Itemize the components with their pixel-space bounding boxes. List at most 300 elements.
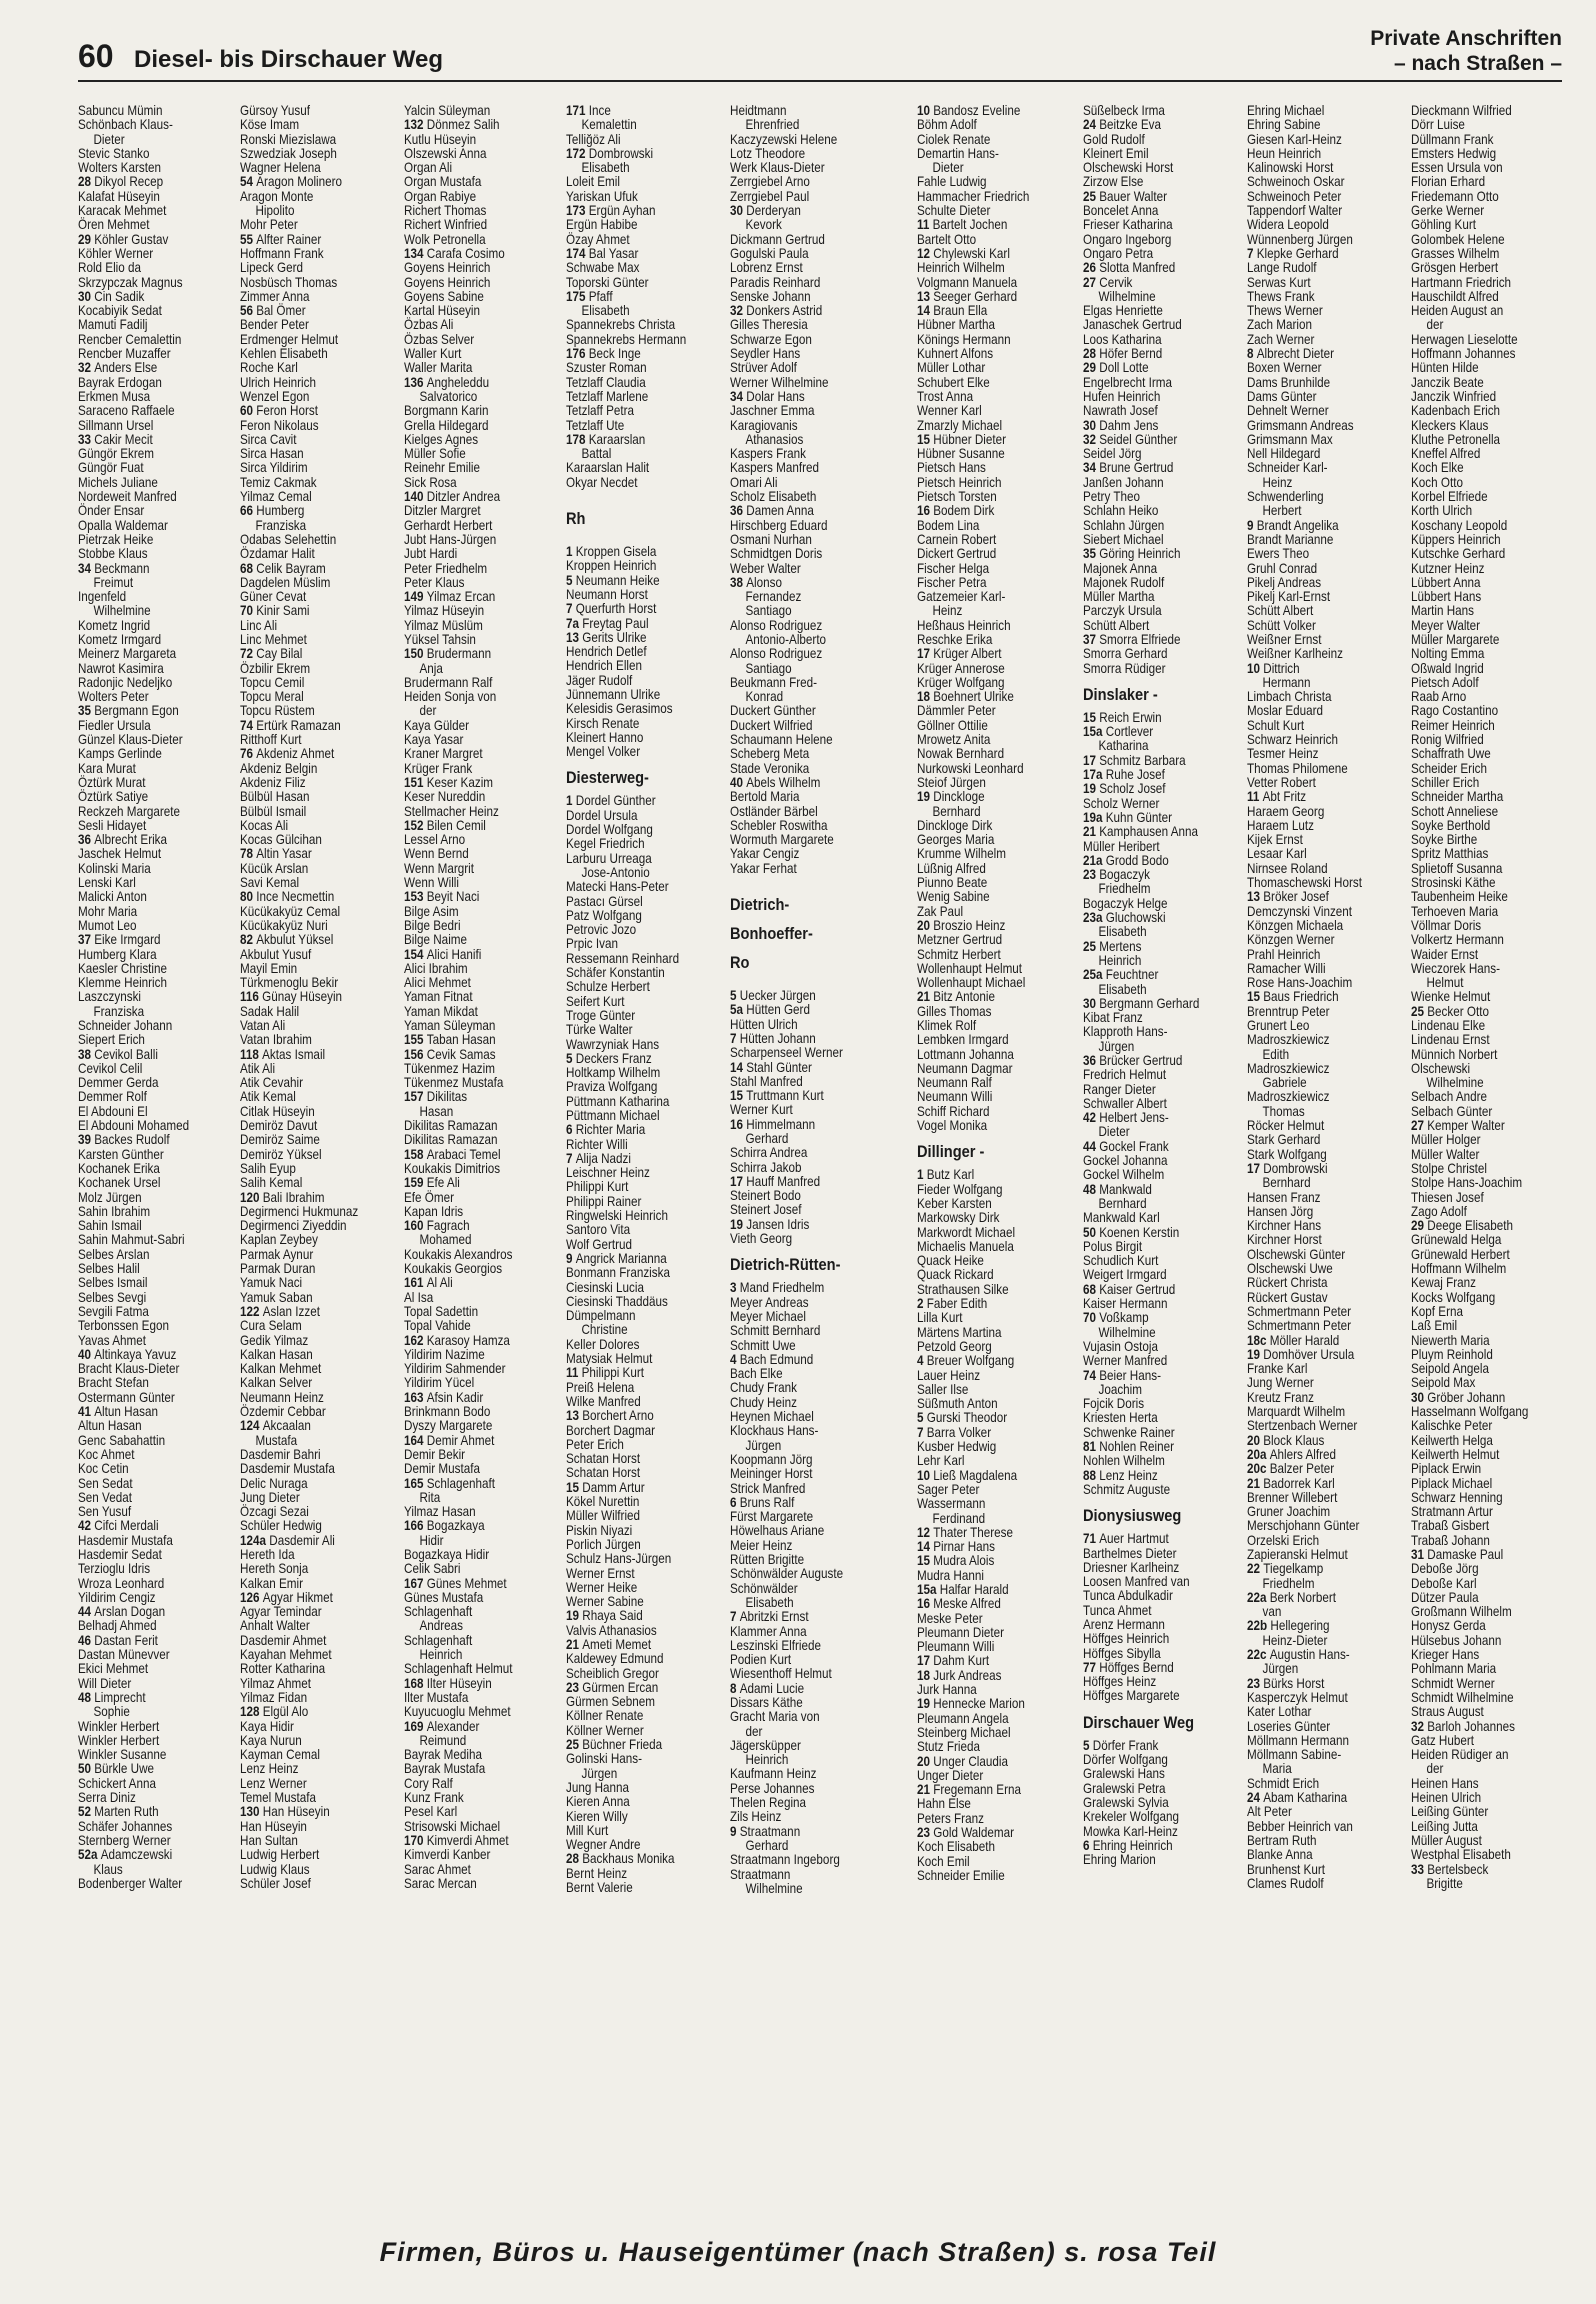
directory-entry: Özcagi Sezai bbox=[240, 1504, 309, 1520]
directory-entry: Schmertmann Peter bbox=[1247, 1318, 1351, 1334]
resident-name: Kuhn Günter bbox=[1105, 809, 1173, 825]
house-number: 157 bbox=[404, 1089, 427, 1105]
directory-entry: Ekici Mehmet bbox=[78, 1661, 149, 1677]
directory-entry-continuation: Mustafa bbox=[255, 1432, 298, 1448]
directory-entry: Hufen Heinrich bbox=[1083, 388, 1161, 404]
directory-entry: Dordel Wolfgang bbox=[566, 822, 653, 838]
directory-entry: Winkler Herbert bbox=[78, 1732, 160, 1748]
resident-name: Han Hüseyin bbox=[262, 1804, 330, 1820]
house-number: 13 bbox=[1247, 889, 1264, 905]
directory-entry: Soyke Berthold bbox=[1411, 817, 1491, 833]
directory-entry: Hülsebus Johann bbox=[1411, 1632, 1502, 1648]
directory-column bbox=[78, 104, 238, 2224]
directory-entry bbox=[1083, 419, 1222, 433]
directory-entry: Hoffmann Wilhelm bbox=[1411, 1261, 1507, 1277]
resident-name: Querfurth Horst bbox=[575, 601, 657, 617]
resident-name: Efe Ali bbox=[426, 1175, 460, 1191]
directory-entry: Brunhenst Kurt bbox=[1247, 1861, 1325, 1877]
directory-entry bbox=[404, 1276, 542, 1290]
resident-name: Hütten Gerd bbox=[746, 1002, 810, 1018]
directory-entry: Wroza Leonhard bbox=[78, 1575, 165, 1591]
resident-name: Dahm Kurt bbox=[933, 1653, 990, 1669]
directory-entry: Karaarslan Halit bbox=[566, 460, 650, 476]
resident-name: Günay Hüseyin bbox=[262, 989, 343, 1005]
resident-name: Dastan Ferit bbox=[94, 1632, 158, 1648]
street-heading: Ro bbox=[730, 953, 750, 973]
directory-entry: Kasperczyk Helmut bbox=[1247, 1689, 1348, 1705]
directory-entry: Gürsoy Yusuf bbox=[240, 104, 310, 118]
directory-entry: Fojcik Doris bbox=[1083, 1396, 1145, 1412]
directory-entry-continuation: Joachim bbox=[1098, 1381, 1143, 1397]
directory-entry: Schütt Albert bbox=[1247, 603, 1314, 619]
directory-column bbox=[917, 104, 1081, 2224]
directory-entry-continuation: Reimund bbox=[419, 1732, 467, 1748]
directory-entry: Troge Günter bbox=[566, 1007, 636, 1023]
house-number: 15 bbox=[917, 1553, 934, 1569]
directory-entry: Yilmaz Hasan bbox=[404, 1504, 476, 1520]
directory-column bbox=[404, 104, 564, 2224]
directory-entry: Agyar Temindar bbox=[240, 1604, 322, 1620]
directory-entry: Topal Sadettin bbox=[404, 1303, 479, 1319]
resident-name: Chylewski Karl bbox=[933, 245, 1010, 261]
directory-entry bbox=[730, 1610, 889, 1624]
directory-entry: Schmitz Auguste bbox=[1083, 1481, 1171, 1497]
directory-entry bbox=[1083, 1739, 1222, 1753]
directory-entry: Mohr Maria bbox=[78, 903, 138, 919]
directory-entry: Janczik Beate bbox=[1411, 374, 1484, 390]
directory-entry: Topcu Cemil bbox=[240, 674, 305, 690]
directory-entry bbox=[730, 776, 889, 790]
directory-entry bbox=[566, 1609, 705, 1623]
directory-entry-continuation: Heinrich bbox=[745, 1752, 789, 1768]
directory-entry: Majonek Rudolf bbox=[1083, 574, 1165, 590]
directory-entry: Kalkan Selver bbox=[240, 1375, 313, 1391]
directory-entry: Celik Sabri bbox=[404, 1561, 461, 1577]
resident-name: Afsin Kadir bbox=[426, 1389, 484, 1405]
directory-entry: Vogel Monika bbox=[917, 1118, 988, 1134]
directory-entry: Honysz Gerda bbox=[1411, 1618, 1486, 1634]
directory-entry: Thelen Regina bbox=[730, 1795, 807, 1811]
directory-entry: Schlagenhaft bbox=[404, 1632, 473, 1648]
directory-entry: Meyer Andreas bbox=[730, 1294, 809, 1310]
house-number: 33 bbox=[1411, 1861, 1428, 1877]
directory-entry: Szwedziak Joseph bbox=[240, 145, 337, 161]
house-number: 5 bbox=[917, 1410, 927, 1426]
directory-entry bbox=[78, 361, 216, 375]
house-number: 155 bbox=[404, 1032, 427, 1048]
directory-entry: Ciolek Renate bbox=[917, 131, 991, 147]
directory-entry: Tetzlaff Ute bbox=[566, 417, 625, 433]
house-number: 36 bbox=[78, 832, 95, 848]
resident-name: Dordel Günther bbox=[575, 793, 656, 809]
house-number: 24 bbox=[1083, 117, 1100, 133]
resident-name: Agyar Hikmet bbox=[262, 1589, 333, 1605]
directory-entry: Skrzypczak Magnus bbox=[78, 274, 183, 290]
directory-entry: Kieren Willy bbox=[566, 1808, 628, 1824]
resident-name: Demir Ahmet bbox=[426, 1432, 495, 1448]
house-number: 16 bbox=[730, 1116, 747, 1132]
directory-entry-continuation: Santiago bbox=[745, 603, 792, 619]
directory-entry: Steiof Jürgen bbox=[917, 774, 986, 790]
resident-name: Elgül Alo bbox=[262, 1704, 309, 1720]
house-number: 28 bbox=[1083, 346, 1100, 362]
directory-entry: Hasdemir Mustafa bbox=[78, 1532, 173, 1548]
house-number: 7 bbox=[730, 1609, 740, 1625]
directory-entry: Schebler Roswitha bbox=[730, 817, 828, 833]
directory-entry: Schubert Elke bbox=[917, 374, 990, 390]
directory-entry-continuation: Andreas bbox=[419, 1618, 464, 1634]
directory-entry bbox=[566, 1681, 705, 1695]
directory-entry: Rencber Muzaffer bbox=[78, 346, 171, 362]
directory-entry: Rückert Christa bbox=[1247, 1275, 1328, 1291]
resident-name: Donkers Astrid bbox=[746, 303, 823, 319]
directory-entry: Werner Manfred bbox=[1083, 1353, 1168, 1369]
directory-entry: Rückert Gustav bbox=[1247, 1289, 1328, 1305]
house-number: 116 bbox=[240, 989, 263, 1005]
resident-name: Augustin Hans- bbox=[1269, 1647, 1350, 1663]
directory-entry: Laszczynski bbox=[78, 989, 142, 1005]
directory-entry: Bülbül Ismail bbox=[240, 803, 307, 819]
directory-entry: Perse Johannes bbox=[730, 1780, 815, 1796]
directory-entry: Hahn Else bbox=[917, 1796, 971, 1812]
directory-entry: Thiesen Josef bbox=[1411, 1189, 1484, 1205]
directory-entry: Wagner Helena bbox=[240, 160, 321, 176]
house-number: 3 bbox=[730, 1280, 740, 1296]
directory-entry: Trabaß Gisbert bbox=[1411, 1518, 1490, 1534]
resident-name: Ameti Memet bbox=[582, 1636, 652, 1652]
resident-name: Backes Rudolf bbox=[94, 1132, 170, 1148]
directory-entry: Olschewski Uwe bbox=[1247, 1261, 1333, 1277]
directory-entry: Sen Sedat bbox=[78, 1475, 133, 1491]
directory-entry bbox=[730, 989, 889, 1003]
directory-entry: Öztürk Murat bbox=[78, 774, 146, 790]
resident-name: Altun Hasan bbox=[94, 1404, 158, 1420]
house-number: 54 bbox=[240, 174, 257, 190]
directory-entry bbox=[1247, 1448, 1386, 1462]
directory-entry: Schütt Albert bbox=[1083, 617, 1150, 633]
resident-name: Taban Hasan bbox=[426, 1032, 496, 1048]
directory-entry: Winkler Susanne bbox=[78, 1747, 167, 1763]
directory-entry: Ludwig Herbert bbox=[240, 1847, 320, 1863]
directory-entry: Ehring Sabine bbox=[1247, 117, 1321, 133]
house-number: 34 bbox=[1083, 460, 1100, 476]
resident-name: Voßkamp bbox=[1099, 1310, 1149, 1326]
directory-entry-continuation: Sophie bbox=[93, 1704, 130, 1720]
resident-name: Beck Inge bbox=[588, 346, 641, 362]
directory-entry: Splietoff Susanna bbox=[1411, 860, 1503, 876]
directory-entry: Heinen Hans bbox=[1411, 1775, 1479, 1791]
directory-entry bbox=[1083, 1311, 1222, 1325]
directory-entry: Selbes Ismail bbox=[78, 1275, 148, 1291]
resident-name: Möller Harald bbox=[1269, 1332, 1340, 1348]
footer-note: Firmen, Büros u. Hauseigentümer (nach Straßen) s. rosa Teil bbox=[379, 2237, 1217, 2267]
directory-entry: Kroppen Heinrich bbox=[566, 558, 657, 574]
resident-name: Kimverdi Ahmet bbox=[426, 1832, 509, 1848]
directory-entry bbox=[1247, 247, 1386, 261]
directory-entry-continuation: Heinz-Dieter bbox=[1262, 1632, 1328, 1648]
directory-entry: Wenzel Egon bbox=[240, 388, 310, 404]
directory-entry: Moslar Eduard bbox=[1247, 703, 1324, 719]
directory-entry bbox=[730, 1353, 889, 1367]
directory-entry-continuation: Gerhard bbox=[745, 1131, 789, 1146]
directory-entry: Kimverdi Kanber bbox=[404, 1847, 491, 1863]
house-number: 18 bbox=[917, 689, 934, 705]
directory-entry: Merschjohann Günter bbox=[1247, 1518, 1360, 1534]
house-number: 78 bbox=[240, 846, 257, 862]
house-number: 42 bbox=[78, 1518, 95, 1534]
house-number: 5 bbox=[566, 572, 576, 588]
directory-entry bbox=[404, 1391, 542, 1405]
directory-entry: Müller Heribert bbox=[1083, 838, 1160, 854]
directory-entry: Weißner Ernst bbox=[1247, 631, 1322, 647]
directory-entry: Kalkan Hasan bbox=[240, 1346, 313, 1362]
directory-entry: Telliğöz Ali bbox=[566, 131, 621, 147]
directory-entry: Kadenbach Erich bbox=[1411, 403, 1501, 419]
directory-entry: Belhadj Ahmed bbox=[78, 1618, 157, 1634]
resident-name: Gold Waldemar bbox=[933, 1825, 1015, 1841]
directory-entry: Püttmann Michael bbox=[566, 1108, 660, 1123]
directory-entry: Hübner Martha bbox=[917, 317, 995, 333]
directory-entry: Schwarz Heinrich bbox=[1247, 732, 1338, 748]
directory-entry: Reimer Heinrich bbox=[1411, 717, 1495, 733]
directory-entry: Schütt Volker bbox=[1247, 617, 1316, 633]
directory-entry: Dyszy Margarete bbox=[404, 1418, 493, 1434]
directory-entry: Hoffmann Frank bbox=[240, 245, 324, 261]
directory-entry bbox=[917, 1583, 1058, 1597]
directory-entry: Heßhaus Heinrich bbox=[917, 617, 1011, 633]
directory-entry bbox=[1411, 1219, 1550, 1233]
directory-entry: Fischer Helga bbox=[917, 560, 990, 576]
directory-entry: Schmidtgen Doris bbox=[730, 546, 823, 562]
directory-entry: Bilge Asim bbox=[404, 903, 459, 919]
directory-entry: Piplack Erwin bbox=[1411, 1461, 1482, 1477]
directory-entry: Szuster Roman bbox=[566, 360, 647, 376]
house-number: 25 bbox=[566, 1737, 583, 1753]
directory-entry bbox=[1247, 1462, 1386, 1476]
directory-entry: Seydler Hans bbox=[730, 346, 801, 362]
directory-entry: Strick Manfred bbox=[730, 1480, 806, 1496]
directory-entry: Zach Marion bbox=[1247, 317, 1312, 333]
resident-name: Cevikol Balli bbox=[94, 1046, 158, 1062]
directory-entry: Richert Winfried bbox=[404, 217, 488, 233]
directory-entry: Loos Katharina bbox=[1083, 331, 1162, 347]
directory-entry: Demmer Gerda bbox=[78, 1075, 159, 1091]
house-number: 26 bbox=[1083, 260, 1100, 276]
resident-name: Bürks Horst bbox=[1263, 1675, 1325, 1691]
spacer bbox=[566, 490, 705, 500]
directory-entry: Meyer Walter bbox=[1411, 617, 1481, 633]
directory-entry: Straatmann bbox=[730, 1866, 791, 1882]
directory-entry-continuation: Heinrich bbox=[419, 1647, 463, 1663]
directory-entry bbox=[1247, 1562, 1386, 1576]
resident-name: Jurk Andreas bbox=[933, 1667, 1002, 1683]
directory-entry-continuation: Gabriele bbox=[1262, 1075, 1307, 1091]
house-number: 32 bbox=[1411, 1718, 1428, 1734]
house-number: 149 bbox=[404, 589, 427, 605]
directory-entry: Sirca Cavit bbox=[240, 431, 297, 447]
house-number: 50 bbox=[1083, 1224, 1100, 1240]
directory-entry: Philippi Rainer bbox=[566, 1193, 642, 1209]
directory-entry: Mumot Leo bbox=[78, 917, 137, 933]
directory-entry: Waller Marita bbox=[404, 360, 473, 376]
directory-entry: Özbas Selver bbox=[404, 331, 475, 347]
directory-entry: Hendrich Detlef bbox=[566, 644, 647, 660]
resident-name: Hübner Dieter bbox=[933, 431, 1007, 447]
directory-entry: Köhler Werner bbox=[78, 245, 154, 261]
directory-entry: Dämmler Peter bbox=[917, 703, 996, 719]
house-number: 5 bbox=[730, 988, 740, 1004]
directory-entry-continuation: Hipolito bbox=[255, 203, 295, 219]
directory-entry: Linc Mehmet bbox=[240, 631, 307, 647]
directory-entry: Odabas Selehettin bbox=[240, 531, 337, 547]
directory-entry-continuation: Bernhard bbox=[932, 803, 981, 819]
directory-entry-continuation: Dieter bbox=[93, 131, 125, 147]
directory-entry: Reckzeh Margarete bbox=[78, 803, 181, 819]
directory-entry: Demmer Rolf bbox=[78, 1089, 147, 1105]
house-number: 9 bbox=[566, 1250, 576, 1266]
directory-entry: Keilwerth Helga bbox=[1411, 1432, 1493, 1448]
directory-entry: Kapan Idris bbox=[404, 1203, 464, 1219]
directory-entry: Altun Hasan bbox=[78, 1418, 142, 1434]
directory-entry: Schirra Jakob bbox=[730, 1159, 802, 1175]
directory-entry: Kaya Yasar bbox=[404, 732, 464, 748]
directory-entry: Schüler Hedwig bbox=[240, 1518, 322, 1534]
directory-entry: Kücükakyüz Cemal bbox=[240, 903, 341, 919]
directory-entry: Ringwelski Heinrich bbox=[566, 1208, 669, 1224]
resident-name: Arabaci Temel bbox=[426, 1146, 501, 1162]
directory-columns bbox=[78, 104, 1564, 2224]
directory-entry: Scheiblich Gregor bbox=[566, 1665, 659, 1681]
resident-name: Smorra Elfriede bbox=[1099, 631, 1181, 647]
directory-entry bbox=[240, 890, 379, 904]
directory-entry: Schmidt Erich bbox=[1247, 1775, 1320, 1791]
directory-entry: Bracht Klaus-Dieter bbox=[78, 1361, 180, 1377]
house-number: 40 bbox=[78, 1346, 95, 1362]
directory-entry: Goyens Sabine bbox=[404, 288, 484, 304]
directory-entry: Gatzemeier Karl- bbox=[917, 589, 1006, 605]
directory-entry: Wassermann bbox=[917, 1496, 986, 1512]
directory-entry: Will Dieter bbox=[78, 1675, 132, 1691]
house-number: 10 bbox=[917, 1467, 934, 1483]
house-number: 33 bbox=[78, 431, 95, 447]
house-number: 68 bbox=[240, 560, 257, 576]
directory-entry: Petrovic Jozo bbox=[566, 922, 637, 938]
directory-entry bbox=[730, 204, 889, 218]
directory-entry: Sillmann Ursel bbox=[78, 417, 154, 433]
directory-entry: Müller August bbox=[1411, 1832, 1482, 1848]
directory-entry bbox=[1247, 1477, 1386, 1491]
house-number: 5a bbox=[730, 1002, 747, 1018]
directory-entry: Hansen Jörg bbox=[1247, 1203, 1314, 1219]
directory-entry bbox=[1083, 811, 1222, 825]
directory-entry: Linc Ali bbox=[240, 617, 278, 633]
directory-entry: Siepert Erich bbox=[78, 1032, 145, 1048]
directory-entry: Schatan Horst bbox=[566, 1465, 641, 1481]
resident-name: Gockel Frank bbox=[1099, 1138, 1169, 1154]
house-number: 56 bbox=[240, 303, 257, 319]
directory-entry bbox=[917, 433, 1058, 447]
house-number: 20 bbox=[1247, 1432, 1264, 1448]
resident-name: Akcaalan bbox=[262, 1418, 311, 1434]
resident-name: Altin Yasar bbox=[256, 846, 312, 862]
directory-entry: Nordeweit Manfred bbox=[78, 489, 177, 505]
resident-name: Köhler Gustav bbox=[94, 231, 169, 247]
directory-entry: Dikilitas Ramazan bbox=[404, 1132, 498, 1148]
resident-name: Block Klaus bbox=[1263, 1432, 1325, 1448]
directory-entry bbox=[240, 990, 379, 1004]
directory-entry: Demczynski Vinzent bbox=[1247, 903, 1353, 919]
directory-entry: Markwordt Michael bbox=[917, 1224, 1016, 1240]
directory-entry: Koch Emil bbox=[917, 1853, 970, 1869]
directory-entry: Schulz Hans-Jürgen bbox=[566, 1551, 672, 1567]
directory-entry: Bonmann Franziska bbox=[566, 1265, 670, 1281]
directory-entry: Piunno Beate bbox=[917, 875, 988, 891]
directory-entry: Wieczorek Hans- bbox=[1411, 960, 1501, 976]
house-number: 35 bbox=[78, 703, 95, 719]
directory-entry: Schwenke Rainer bbox=[1083, 1424, 1175, 1440]
house-number: 15 bbox=[566, 1479, 583, 1495]
directory-entry: Müller Martha bbox=[1083, 589, 1155, 605]
directory-entry: Gilles Theresia bbox=[730, 317, 808, 333]
directory-entry bbox=[404, 376, 542, 390]
resident-name: Klepke Gerhard bbox=[1256, 245, 1339, 261]
resident-name: Fregemann Erna bbox=[933, 1782, 1021, 1798]
directory-entry: Grünewald Helga bbox=[1411, 1232, 1502, 1248]
directory-entry: Pohlmann Maria bbox=[1411, 1661, 1497, 1677]
directory-entry: Bilge Naime bbox=[404, 932, 468, 948]
directory-entry: Klammer Anna bbox=[730, 1623, 807, 1639]
directory-entry bbox=[566, 290, 705, 304]
directory-entry: Könings Hermann bbox=[917, 331, 1011, 347]
directory-entry: Koschany Leopold bbox=[1411, 517, 1508, 533]
directory-entry: Straus August bbox=[1411, 1704, 1484, 1720]
house-number: 11 bbox=[917, 217, 933, 233]
directory-entry: Kayahan Mehmet bbox=[240, 1647, 332, 1663]
house-number: 39 bbox=[78, 1132, 95, 1148]
directory-entry bbox=[730, 1496, 889, 1510]
directory-entry: Brandt Marianne bbox=[1247, 531, 1334, 547]
directory-entry: Mill Kurt bbox=[566, 1822, 609, 1838]
house-number: 18c bbox=[1247, 1332, 1270, 1348]
directory-entry: Schweinoch Oskar bbox=[1247, 174, 1345, 190]
resident-name: Baus Friedrich bbox=[1263, 989, 1339, 1005]
directory-entry: Schmitz Herbert bbox=[917, 946, 1001, 962]
directory-entry: Omari Ali bbox=[730, 474, 778, 490]
directory-entry: Bodem Lina bbox=[917, 517, 980, 533]
directory-entry: Organ Mustafa bbox=[404, 174, 482, 190]
directory-entry bbox=[1083, 754, 1222, 768]
directory-entry-continuation: Jürgen bbox=[1098, 1038, 1135, 1054]
house-number: 15 bbox=[1083, 709, 1100, 725]
directory-entry: Mayil Emin bbox=[240, 960, 298, 976]
directory-entry: Organ Ali bbox=[404, 160, 453, 176]
directory-entry: Petry Theo bbox=[1083, 489, 1140, 505]
directory-entry: Yildirim Cengiz bbox=[78, 1589, 156, 1605]
directory-entry: Aragon Monte bbox=[240, 188, 314, 204]
directory-entry bbox=[917, 1411, 1058, 1425]
directory-entry bbox=[1083, 1440, 1222, 1454]
directory-entry: Atik Cevahir bbox=[240, 1075, 304, 1091]
directory-entry: Spritz Matthias bbox=[1411, 846, 1489, 862]
directory-entry: Kücük Arslan bbox=[240, 860, 309, 876]
directory-entry: Lobrenz Ernst bbox=[730, 260, 803, 276]
house-number: 23 bbox=[566, 1679, 583, 1695]
directory-entry: Güner Cevat bbox=[240, 589, 307, 605]
house-number: 4 bbox=[917, 1353, 927, 1369]
house-number: 17 bbox=[917, 1653, 934, 1669]
resident-name: Bauer Walter bbox=[1099, 188, 1168, 204]
resident-name: Yilmaz Ercan bbox=[426, 589, 496, 605]
